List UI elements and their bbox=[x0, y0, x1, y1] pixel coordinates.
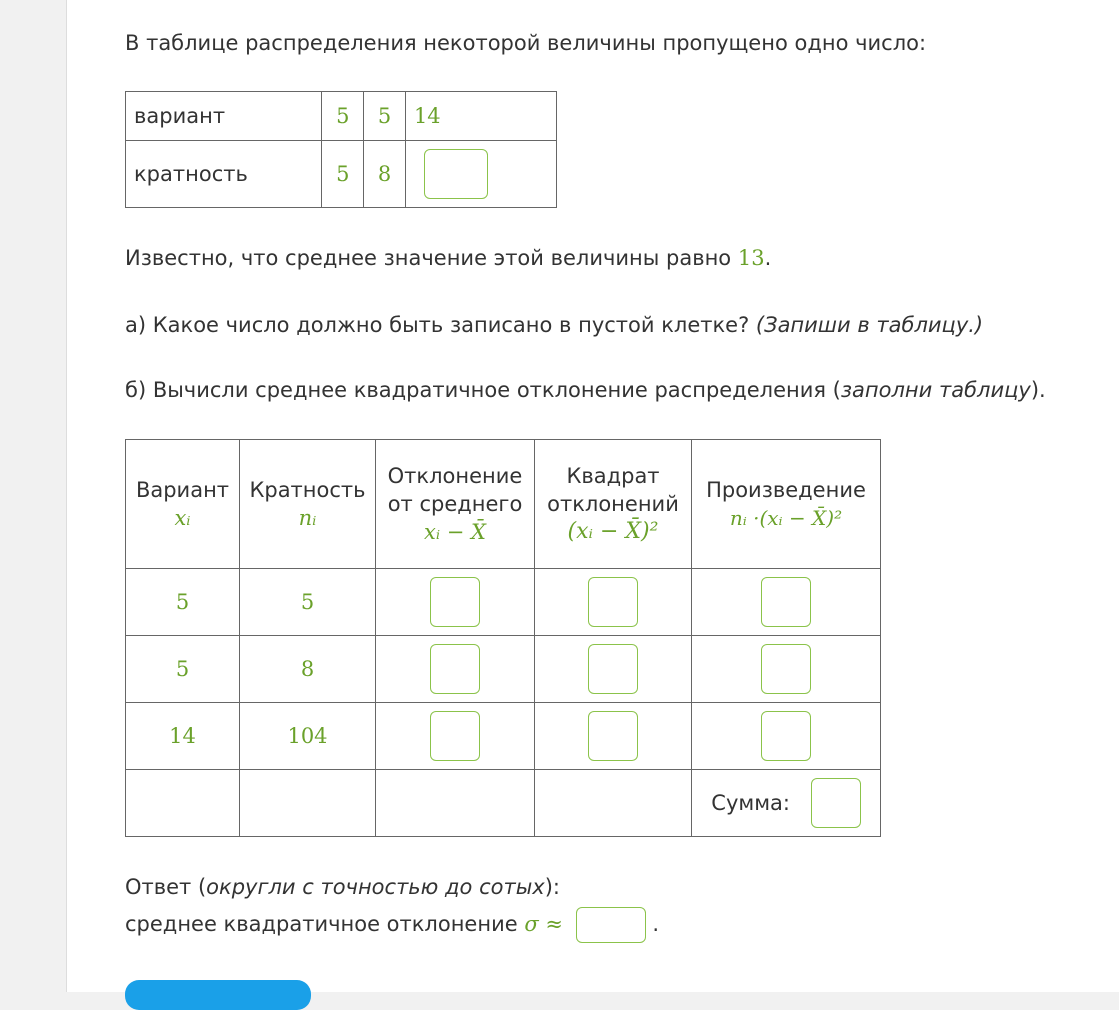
mean-end: . bbox=[764, 246, 772, 270]
question-a-text: а) Какое число должно быть записано в пустой клетке? bbox=[125, 313, 750, 337]
header-deviation bbox=[376, 440, 535, 569]
answer-label: Ответ ( bbox=[125, 875, 207, 899]
header-variant bbox=[126, 440, 240, 569]
variant-value-1: 5 bbox=[322, 92, 364, 141]
table-row bbox=[126, 703, 881, 770]
sigma-input[interactable] bbox=[576, 907, 646, 943]
question-a-hint: (Запиши в таблицу.) bbox=[755, 313, 984, 337]
deviation-table bbox=[125, 439, 881, 837]
sum-label: Сумма: bbox=[711, 791, 791, 815]
intro-text: В таблице распределения некоторой величины пропущено одно число: bbox=[125, 31, 927, 55]
question-a bbox=[125, 310, 983, 340]
sum-empty-4 bbox=[535, 770, 692, 837]
header-variant-symbol: xᵢ bbox=[174, 506, 191, 530]
row2-variant: 5 bbox=[126, 636, 240, 703]
table-row bbox=[126, 636, 881, 703]
row2-square-input[interactable] bbox=[588, 644, 638, 694]
row2-multiplicity: 8 bbox=[240, 636, 376, 703]
row3-deviation-input[interactable] bbox=[430, 711, 480, 761]
row3-product-cell bbox=[692, 703, 881, 770]
header-product-label: Произведение bbox=[706, 478, 866, 502]
header-multiplicity bbox=[240, 440, 376, 569]
row3-deviation-cell bbox=[376, 703, 535, 770]
row-label-variant: вариант bbox=[126, 92, 322, 141]
row1-square-input[interactable] bbox=[588, 577, 638, 627]
header-variant-label: Вариант bbox=[135, 478, 230, 502]
row-label-multiplicity: кратность bbox=[126, 141, 322, 208]
multiplicity-value-1: 5 bbox=[322, 141, 364, 208]
row1-product-input[interactable] bbox=[761, 577, 811, 627]
row1-deviation-cell bbox=[376, 569, 535, 636]
sum-input[interactable] bbox=[811, 778, 861, 828]
answer-line2 bbox=[125, 907, 659, 943]
row3-multiplicity: 104 bbox=[240, 703, 376, 770]
row1-product-cell bbox=[692, 569, 881, 636]
row2-deviation-input[interactable] bbox=[430, 644, 480, 694]
row1-variant: 5 bbox=[126, 569, 240, 636]
question-b-end: ). bbox=[1030, 378, 1046, 402]
variant-value-2: 5 bbox=[364, 92, 406, 141]
header-square-line2: отклонений bbox=[547, 492, 679, 516]
row2-deviation-cell bbox=[376, 636, 535, 703]
question-b-text: б) Вычисли среднее квадратичное отклонение распределения ( bbox=[125, 378, 841, 402]
answer-line1 bbox=[125, 872, 560, 902]
header-square-line1: Квадрат bbox=[566, 464, 660, 488]
row1-multiplicity: 5 bbox=[240, 569, 376, 636]
question-b-hint: заполни таблицу bbox=[840, 378, 1031, 402]
multiplicity-value-2: 8 bbox=[364, 141, 406, 208]
row1-deviation-input[interactable] bbox=[430, 577, 480, 627]
mean-value: 13 bbox=[737, 246, 765, 270]
sum-cell bbox=[692, 770, 881, 837]
header-product bbox=[692, 440, 881, 569]
row2-product-cell bbox=[692, 636, 881, 703]
question-b bbox=[125, 375, 1046, 405]
answer-text: среднее квадратичное отклонение bbox=[125, 912, 518, 936]
header-deviation-line2: от среднего bbox=[387, 492, 523, 516]
header-multiplicity-symbol: nᵢ bbox=[298, 506, 317, 530]
row3-variant: 14 bbox=[126, 703, 240, 770]
variant-value-3: 14 bbox=[405, 92, 556, 141]
sum-empty-1 bbox=[126, 770, 240, 837]
header-deviation-line1: Отклонение bbox=[387, 464, 523, 488]
header-multiplicity-label: Кратность bbox=[249, 478, 366, 502]
missing-multiplicity-input[interactable] bbox=[424, 149, 488, 199]
row2-product-input[interactable] bbox=[761, 644, 811, 694]
distribution-table bbox=[125, 91, 557, 208]
row2-square-cell bbox=[535, 636, 692, 703]
sigma-symbol: σ ≈ bbox=[524, 912, 563, 936]
row3-square-cell bbox=[535, 703, 692, 770]
sum-empty-3 bbox=[376, 770, 535, 837]
answer-label-end: ): bbox=[544, 875, 560, 899]
header-product-symbol: nᵢ ·(xᵢ − X̄)² bbox=[729, 506, 843, 530]
header-deviation-symbol: xᵢ − X̄ bbox=[424, 520, 486, 544]
header-square-symbol: (xᵢ − X̄)² bbox=[567, 519, 659, 544]
row3-product-input[interactable] bbox=[761, 711, 811, 761]
mean-text bbox=[125, 243, 771, 273]
sum-empty-2 bbox=[240, 770, 376, 837]
sum-row bbox=[126, 770, 881, 837]
multiplicity-cell-3 bbox=[405, 141, 556, 208]
answer-hint: округли с точностью до сотых bbox=[206, 875, 545, 899]
table-row bbox=[126, 569, 881, 636]
mean-label: Известно, что среднее значение этой величины равно bbox=[125, 246, 732, 270]
answer-end: . bbox=[652, 912, 660, 936]
row1-square-cell bbox=[535, 569, 692, 636]
row3-square-input[interactable] bbox=[588, 711, 638, 761]
submit-button[interactable] bbox=[125, 980, 311, 1010]
header-square bbox=[535, 440, 692, 569]
